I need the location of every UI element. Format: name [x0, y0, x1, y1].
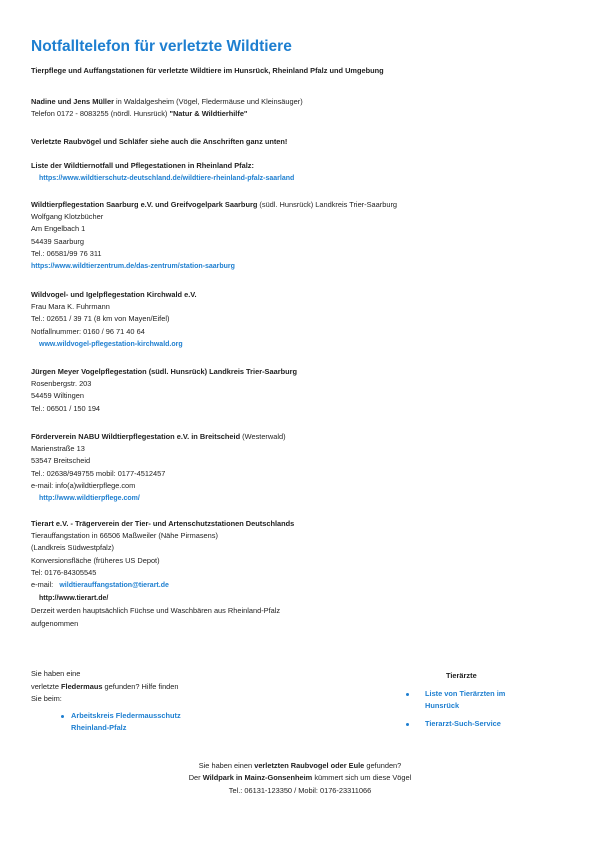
saarburg-street: Am Engelbach 1	[31, 224, 86, 234]
tierart-note-line2: aufgenommen	[31, 618, 79, 628]
list-item[interactable]	[400, 718, 550, 731]
vets-link-list	[400, 688, 550, 731]
bat-line2-pre: verletzte	[31, 681, 61, 691]
kirchwald-name: Wildvogel- und Igelpflegestation Kirchwald e.V.	[31, 290, 197, 299]
kirchwald-contact: Frau Mara K. Fuhrmann	[31, 302, 110, 312]
owl-line1-pre: Sie haben einen	[198, 761, 255, 770]
vets-link1-line2[interactable]: Hunsrück	[425, 701, 460, 710]
mueller-phone: Telefon 0172 - 8083255 (nördl. Hunsrück)	[31, 109, 170, 119]
saarburg-region: (südl. Hunsrück) Landkreis Trier-Saarburg	[257, 200, 398, 209]
saarburg-link[interactable]: https://www.wildtierzentrum.de/das-zentrum/station-saarburg	[31, 263, 235, 271]
mueller-desc: in Waldalgesheim (Vögel, Fledermäuse und Kleinsäuger)	[113, 97, 303, 106]
vets-block	[400, 670, 550, 730]
page-subtitle: Tierpflege und Auffangstationen für verletzte Wildtiere im Hunsrück, Rheinland Pfalz und Umgebung	[31, 66, 384, 75]
owl-line2-post: kümmert sich um diese Vögel	[312, 773, 412, 783]
mueller-name: Nadine und Jens Müller	[31, 97, 114, 106]
nabu-block	[31, 431, 286, 505]
owl-line1-bold: verletzten Raubvogel oder Eule	[254, 761, 365, 770]
vets-heading: Tierärzte	[446, 671, 477, 680]
nabu-link[interactable]: http://www.wildtierpflege.com/	[39, 495, 140, 503]
kirchwald-emergency: Notfallnummer: 0160 / 96 71 40 64	[31, 326, 145, 336]
vets-link2[interactable]: Tierarzt-Such-Service	[425, 718, 501, 728]
bullet-icon	[61, 715, 64, 718]
tierart-link[interactable]: http://www.tierart.de/	[39, 595, 109, 603]
saarburg-block	[31, 199, 397, 273]
station-list-block	[31, 160, 294, 185]
list-item[interactable]	[400, 688, 550, 713]
owl-phone: Tel.: 06131-123350 / Mobil: 0176-23311066	[228, 785, 372, 795]
nabu-name: Förderverein NABU Wildtierpflegestation e.V. in Breitscheid	[31, 432, 241, 441]
tierart-note-line1: Derzeit werden hauptsächlich Füchse und Waschbären aus Rheinland-Pfalz	[31, 606, 281, 616]
mueller-org: "Natur & Wildtierhilfe"	[169, 109, 248, 119]
tierart-block	[31, 518, 294, 630]
nabu-city: 53547 Breitscheid	[31, 456, 91, 466]
bat-link-list	[31, 710, 271, 735]
nabu-email: e-mail: info(a)wildtierpflege.com	[31, 480, 136, 490]
nabu-street: Marienstraße 13	[31, 444, 85, 454]
bat-help-block	[31, 668, 271, 735]
raptor-help-block	[0, 760, 600, 797]
vets-link1-line1[interactable]: Liste von Tierärzten im	[425, 688, 506, 698]
owl-line2-bold: Wildpark in Mainz-Gonsenheim	[202, 773, 313, 783]
saarburg-city: 54439 Saarburg	[31, 236, 85, 246]
list-item[interactable]	[31, 710, 271, 735]
tierart-email-label: e-mail:	[31, 580, 54, 590]
saarburg-contact: Wolfgang Klotzbücher	[31, 212, 104, 222]
raptor-note: Verletzte Raubvögel und Schläfer siehe auch die Anschriften ganz unten!	[31, 137, 288, 146]
bat-line2-bold: Fledermaus	[61, 681, 103, 691]
meyer-block	[31, 366, 297, 415]
nabu-phone: Tel.: 02638/949755 mobil: 0177-4512457	[31, 468, 166, 478]
tierart-station: Tierauffangstation in 66506 Maßweiler (Nähe Pirmasens)	[31, 531, 218, 541]
meyer-city: 54459 Wiltingen	[31, 391, 85, 401]
meyer-phone: Tel.: 06501 / 150 194	[31, 403, 101, 413]
meyer-street: Rosenbergstr. 203	[31, 379, 92, 389]
kirchwald-block	[31, 289, 197, 351]
tierart-area: Konversionsfläche (früheres US Depot)	[31, 555, 160, 565]
owl-line1-post: gefunden?	[364, 761, 402, 770]
tierart-phone: Tel: 0176-84305545	[31, 567, 97, 577]
bullet-icon	[406, 723, 409, 726]
bat-line3: Sie beim:	[31, 694, 62, 703]
bat-link-line2[interactable]: Rheinland-Pfalz	[71, 723, 127, 732]
saarburg-name: Wildtierpflegestation Saarburg e.V. und Greifvogelpark Saarburg	[31, 200, 258, 209]
meyer-name: Jürgen Meyer Vogelpflegestation (südl. Hunsrück) Landkreis Trier-Saarburg	[31, 367, 297, 376]
tierart-email-link[interactable]: wildtierauffangstation@tierart.de	[59, 582, 169, 590]
nabu-region: (Westerwald)	[240, 432, 286, 441]
page-title: Notfalltelefon für verletzte Wildtiere	[31, 38, 292, 55]
tierart-district: (Landkreis Südwestpfalz)	[31, 543, 114, 553]
tierart-name: Tierart e.V. - Trägerverein der Tier- und Artenschutzstationen Deutschlands	[31, 519, 295, 528]
kirchwald-phone: Tel.: 02651 / 39 71 (8 km von Mayen/Eifel)	[31, 314, 170, 324]
owl-line2-pre: Der	[188, 773, 203, 783]
bat-line1: Sie haben eine	[31, 669, 81, 678]
bat-line2-post: gefunden? Hilfe finden	[102, 681, 179, 691]
bat-link-line1[interactable]: Arbeitskreis Fledermausschutz	[71, 710, 181, 720]
station-list-link[interactable]: https://www.wildtierschutz-deutschland.de/wildtiere-rheinland-pfalz-saarland	[39, 175, 295, 183]
bullet-icon	[406, 693, 409, 696]
kirchwald-link[interactable]: www.wildvogel-pflegestation-kirchwald.org	[39, 340, 183, 348]
station-list-heading: Liste der Wildtiernotfall und Pflegestationen in Rheinland Pfalz:	[31, 161, 254, 170]
mueller-block	[31, 96, 303, 120]
saarburg-phone: Tel.: 06581/99 76 311	[31, 248, 102, 258]
